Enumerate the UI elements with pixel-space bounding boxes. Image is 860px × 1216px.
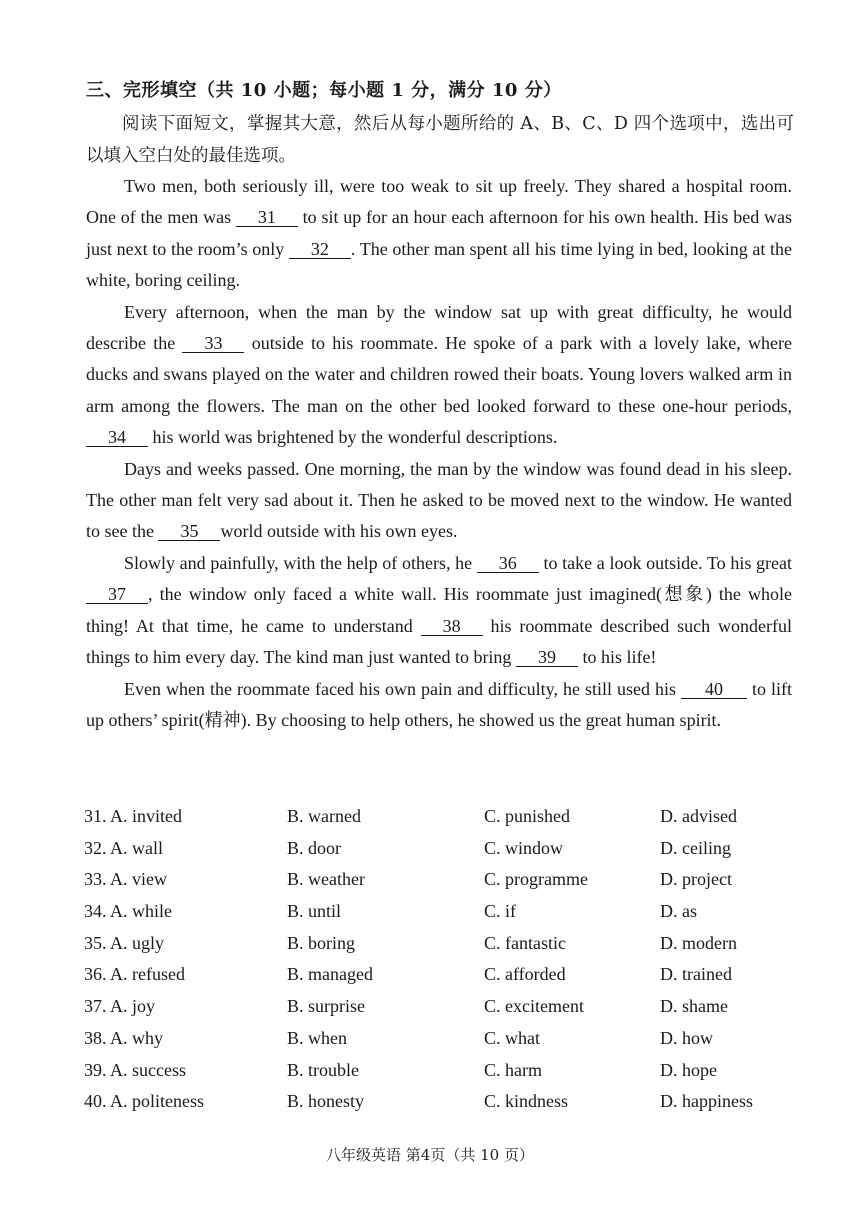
option-c: C. what — [484, 1027, 540, 1048]
option-a: 37. A. joy — [84, 996, 156, 1017]
option-c: C. kindness — [484, 1091, 569, 1112]
option-c: C. harm — [484, 1059, 542, 1080]
option-row-32 — [84, 834, 784, 866]
passage-text: outside to his roommate. He spoke of a park with a lovely lake, where ducks and swans played on the water and children rowed their boats. Young lovers walked arm in arm among the flowers. The man on the other bed looked forward to these one-hour periods, — [86, 333, 792, 416]
option-a: 38. A. why — [84, 1027, 164, 1048]
cloze-passage — [86, 171, 792, 736]
passage-paragraph-2 — [86, 297, 792, 454]
option-c: C. excitement — [484, 996, 584, 1017]
blank-35: 35 — [158, 522, 220, 541]
option-b: B. weather — [287, 869, 365, 890]
option-row-31 — [84, 802, 784, 834]
option-b: B. warned — [287, 806, 361, 826]
option-d: D. ceiling — [660, 837, 731, 858]
passage-paragraph-4 — [86, 548, 792, 674]
option-d: D. happiness — [660, 1091, 753, 1112]
passage-text: to take a look outside. To his great — [538, 552, 793, 573]
option-c: C. if — [484, 901, 517, 922]
section-title: 三、完形填空（共 10 小题；每小题 1 分，满分 10 分） — [86, 80, 562, 101]
option-d: D. hope — [660, 1059, 717, 1080]
option-d: D. as — [660, 901, 697, 922]
option-a: 32. A. wall — [84, 837, 163, 858]
blank-36: 36 — [477, 554, 539, 573]
passage-text: to lift up others’ spirit(精神). By choosing to help others, he showed us the great human spirit. — [86, 678, 792, 730]
blank-31: 31 — [236, 208, 298, 227]
option-d: D. modern — [660, 932, 737, 953]
blank-39: 39 — [516, 648, 578, 667]
option-b: B. boring — [287, 932, 356, 953]
option-b: B. door — [287, 837, 341, 858]
answer-options — [84, 802, 784, 1119]
blank-37: 37 — [86, 585, 148, 604]
option-c: C. punished — [484, 806, 571, 826]
passage-text: to sit up for an hour each afternoon for his own health. His bed was just next to the room’s only — [86, 207, 792, 259]
option-c: C. afforded — [484, 964, 566, 985]
passage-text: Days and weeks passed. One morning, the man by the window was found dead in his sleep. The other man felt very sad about it. Then he asked to be moved next to the window. He wanted to see the — [86, 458, 792, 542]
option-a: 34. A. while — [84, 901, 172, 922]
option-d: D. trained — [660, 964, 732, 985]
option-b: B. honesty — [287, 1091, 365, 1112]
blank-33: 33 — [182, 334, 244, 353]
page-footer: 八年级英语 第4页（共 10 页） — [326, 1146, 534, 1164]
passage-text: Two men, both seriously ill, were too weak to sit up freely. They shared a hospital room. One of the men was — [86, 176, 792, 228]
option-row-38 — [84, 1024, 784, 1056]
option-c: C. programme — [484, 869, 588, 890]
passage-text: to his life! — [577, 647, 657, 668]
passage-text: Slowly and painfully, with the help of others, he — [124, 552, 477, 573]
option-row-35 — [84, 929, 784, 961]
passage-text: world outside with his own eyes. — [220, 521, 458, 542]
option-d: D. how — [660, 1027, 713, 1048]
option-a: 31. A. invited — [84, 806, 182, 826]
option-row-40 — [84, 1087, 784, 1119]
option-d: D. shame — [660, 996, 728, 1017]
option-row-34 — [84, 897, 784, 929]
option-b: B. until — [287, 901, 342, 922]
option-a: 33. A. view — [84, 869, 167, 890]
option-row-37 — [84, 992, 784, 1024]
option-row-36 — [84, 960, 784, 992]
passage-text: . The other man spent all his time lying in bed, looking at the white, boring ceiling. — [86, 238, 793, 291]
passage-text: , the window only faced a white wall. His roommate just imagined(想象) the whole thing! At that time, he came to understand — [86, 584, 792, 636]
section-instructions: 阅读下面短文，掌握其大意，然后从每小题所给的 A、B、C、D 四个选项中，选出可以填入空白处的最佳选项。 — [86, 114, 794, 166]
option-c: C. fantastic — [484, 932, 566, 953]
option-row-33 — [84, 865, 784, 897]
passage-text: Even when the roommate faced his own pain and difficulty, he still used his — [124, 678, 681, 699]
option-a: 35. A. ugly — [84, 932, 165, 953]
option-d: D. project — [660, 869, 732, 890]
option-a: 40. A. politeness — [84, 1091, 204, 1112]
passage-text: Every afternoon, when the man by the window sat up with great difficulty, he would describe the — [86, 301, 792, 354]
blank-40: 40 — [681, 680, 747, 699]
option-d: D. advised — [660, 806, 737, 826]
option-b: B. surprise — [287, 996, 365, 1017]
option-a: 39. A. success — [84, 1059, 186, 1080]
option-c: C. window — [484, 837, 564, 858]
passage-text: his world was brightened by the wonderful descriptions. — [148, 427, 558, 448]
option-b: B. trouble — [287, 1059, 359, 1080]
option-b: B. when — [287, 1027, 347, 1048]
option-a: 36. A. refused — [84, 964, 185, 985]
blank-34: 34 — [86, 428, 148, 447]
passage-paragraph-3 — [86, 454, 792, 548]
blank-38: 38 — [421, 617, 483, 636]
passage-paragraph-1 — [86, 171, 792, 297]
blank-32: 32 — [289, 240, 351, 259]
option-b: B. managed — [287, 964, 373, 985]
passage-text: his roommate described such wonderful things to him every day. The kind man just wanted to bring — [86, 615, 792, 668]
passage-paragraph-5 — [86, 674, 792, 737]
option-row-39 — [84, 1056, 784, 1088]
